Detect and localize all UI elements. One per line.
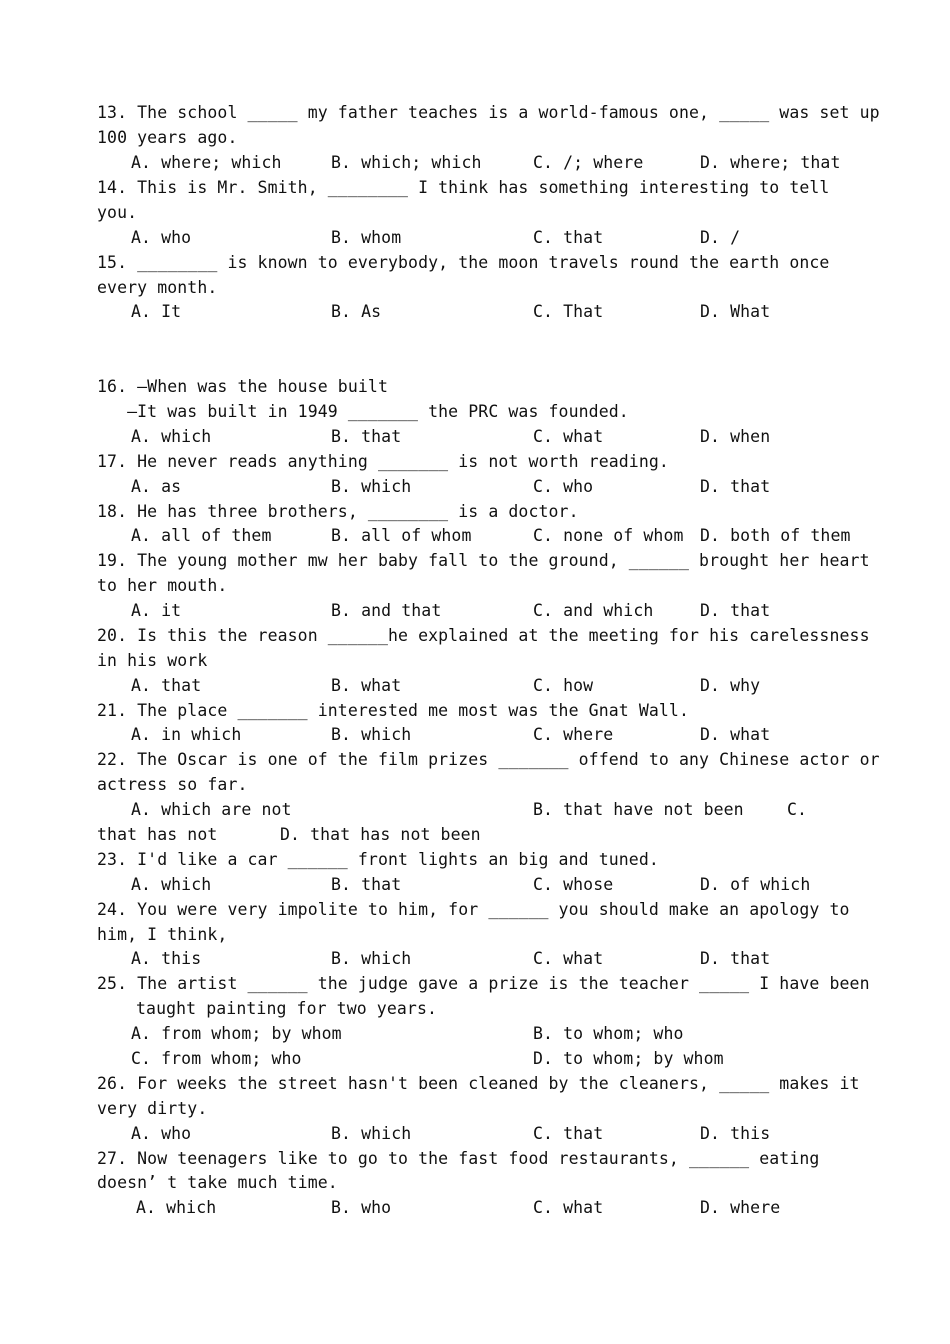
question-19-option-d: D. that bbox=[700, 601, 771, 620]
question-18-stem: 18. He has three brothers, ________ is a doctor. bbox=[97, 502, 579, 521]
question-14-option-c: C. that bbox=[533, 228, 604, 247]
question-27-option-c: C. what bbox=[533, 1198, 604, 1217]
question-23-option-d: D. of which bbox=[700, 875, 811, 894]
question-13-option-a: A. where; which bbox=[131, 153, 282, 172]
question-21-option-c: C. where bbox=[533, 725, 614, 744]
question-25-option-a: A. from whom; by whom bbox=[131, 1024, 342, 1043]
question-24-option-a: A. this bbox=[131, 949, 202, 968]
question-13-option-c: C. /; where bbox=[533, 153, 644, 172]
question-14-option-a: A. who bbox=[131, 228, 192, 247]
question-13-option-b: B. which; which bbox=[331, 153, 482, 172]
question-26-option-c: C. that bbox=[533, 1124, 604, 1143]
question-26-stem-cont: very dirty. bbox=[97, 1099, 208, 1118]
question-19-option-c: C. and which bbox=[533, 601, 654, 620]
question-13-stem-cont: 100 years ago. bbox=[97, 128, 238, 147]
question-16-option-c: C. what bbox=[533, 427, 604, 446]
question-18-option-c: C. none of whom bbox=[533, 526, 684, 545]
question-13-option-d: D. where; that bbox=[700, 153, 841, 172]
question-15-option-d: D. What bbox=[700, 302, 771, 321]
question-14-stem: 14. This is Mr. Smith, ________ I think has something interesting to tell bbox=[97, 178, 830, 197]
question-27-option-d: D. where bbox=[700, 1198, 781, 1217]
question-20-option-b: B. what bbox=[331, 676, 402, 695]
question-21-option-a: A. in which bbox=[131, 725, 242, 744]
question-22-stem: 22. The Oscar is one of the film prizes _______ offend to any Chinese actor or bbox=[97, 750, 880, 769]
question-19-option-a: A. it bbox=[131, 601, 182, 620]
question-17-option-d: D. that bbox=[700, 477, 771, 496]
question-22-option-b: B. that have not been bbox=[533, 800, 744, 819]
question-24-stem-cont: him, I think, bbox=[97, 925, 228, 944]
question-14-option-d: D. / bbox=[700, 228, 741, 247]
question-25-option-b: B. to whom; who bbox=[533, 1024, 684, 1043]
question-16-option-b: B. that bbox=[331, 427, 402, 446]
question-19-stem-cont: to her mouth. bbox=[97, 576, 228, 595]
question-27-stem: 27. Now teenagers like to go to the fast food restaurants, ______ eating bbox=[97, 1149, 820, 1168]
question-20-option-d: D. why bbox=[700, 676, 761, 695]
question-24-option-d: D. that bbox=[700, 949, 771, 968]
question-23-option-a: A. which bbox=[131, 875, 212, 894]
question-15-option-a: A. It bbox=[131, 302, 182, 321]
question-25-stem-cont: taught painting for two years. bbox=[136, 999, 438, 1018]
question-24-stem: 24. You were very impolite to him, for ______ you should make an apology to bbox=[97, 900, 850, 919]
question-22-option-c-text: that has not bbox=[97, 825, 218, 844]
question-16-stem-cont: —It was built in 1949 _______ the PRC was founded. bbox=[97, 402, 629, 421]
question-25-option-c: C. from whom; who bbox=[131, 1049, 302, 1068]
question-19-option-b: B. and that bbox=[331, 601, 442, 620]
question-27-option-a: A. which bbox=[136, 1198, 217, 1217]
question-15-stem: 15. ________ is known to everybody, the moon travels round the earth once bbox=[97, 253, 830, 272]
question-16-option-a: A. which bbox=[131, 427, 212, 446]
question-24-option-c: C. what bbox=[533, 949, 604, 968]
question-13-stem: 13. The school _____ my father teaches is a world-famous one, _____ was set up bbox=[97, 103, 880, 122]
question-15-option-b: B. As bbox=[331, 302, 382, 321]
question-27-option-b: B. who bbox=[331, 1198, 392, 1217]
question-15-stem-cont: every month. bbox=[97, 278, 218, 297]
question-26-option-b: B. which bbox=[331, 1124, 412, 1143]
question-15-option-c: C. That bbox=[533, 302, 604, 321]
question-26-stem: 26. For weeks the street hasn't been cleaned by the cleaners, _____ makes it bbox=[97, 1074, 860, 1093]
question-26-option-d: D. this bbox=[700, 1124, 771, 1143]
question-23-option-b: B. that bbox=[331, 875, 402, 894]
question-16-stem: 16. —When was the house built bbox=[97, 377, 388, 396]
question-17-option-a: A. as bbox=[131, 477, 182, 496]
question-18-option-b: B. all of whom bbox=[331, 526, 472, 545]
question-20-stem-cont: in his work bbox=[97, 651, 208, 670]
question-21-option-d: D. what bbox=[700, 725, 771, 744]
question-16-option-d: D. when bbox=[700, 427, 771, 446]
question-21-option-b: B. which bbox=[331, 725, 412, 744]
question-22-option-d: D. that has not been bbox=[280, 825, 481, 844]
question-21-stem: 21. The place _______ interested me most was the Gnat Wall. bbox=[97, 701, 689, 720]
question-20-stem: 20. Is this the reason ______he explained at the meeting for his carelessness bbox=[97, 626, 870, 645]
question-24-option-b: B. which bbox=[331, 949, 412, 968]
question-26-option-a: A. who bbox=[131, 1124, 192, 1143]
question-18-option-d: D. both of them bbox=[700, 526, 851, 545]
question-22-option-a: A. which are not bbox=[131, 800, 292, 819]
question-27-stem-cont: doesn’ t take much time. bbox=[97, 1173, 338, 1192]
question-17-option-b: B. which bbox=[331, 477, 412, 496]
question-20-option-a: A. that bbox=[131, 676, 202, 695]
question-17-stem: 17. He never reads anything _______ is not worth reading. bbox=[97, 452, 669, 471]
question-19-stem: 19. The young mother mw her baby fall to the ground, ______ brought her heart bbox=[97, 551, 870, 570]
question-20-option-c: C. how bbox=[533, 676, 594, 695]
question-25-option-d: D. to whom; by whom bbox=[533, 1049, 724, 1068]
question-17-option-c: C. who bbox=[533, 477, 594, 496]
question-22-stem-cont: actress so far. bbox=[97, 775, 248, 794]
question-18-option-a: A. all of them bbox=[131, 526, 272, 545]
question-14-option-b: B. whom bbox=[331, 228, 402, 247]
question-22-option-c-label: C. bbox=[787, 800, 808, 819]
question-25-stem: 25. The artist ______ the judge gave a prize is the teacher _____ I have been bbox=[97, 974, 870, 993]
question-23-option-c: C. whose bbox=[533, 875, 614, 894]
question-23-stem: 23. I'd like a car ______ front lights an big and tuned. bbox=[97, 850, 659, 869]
question-14-stem-cont: you. bbox=[97, 203, 138, 222]
